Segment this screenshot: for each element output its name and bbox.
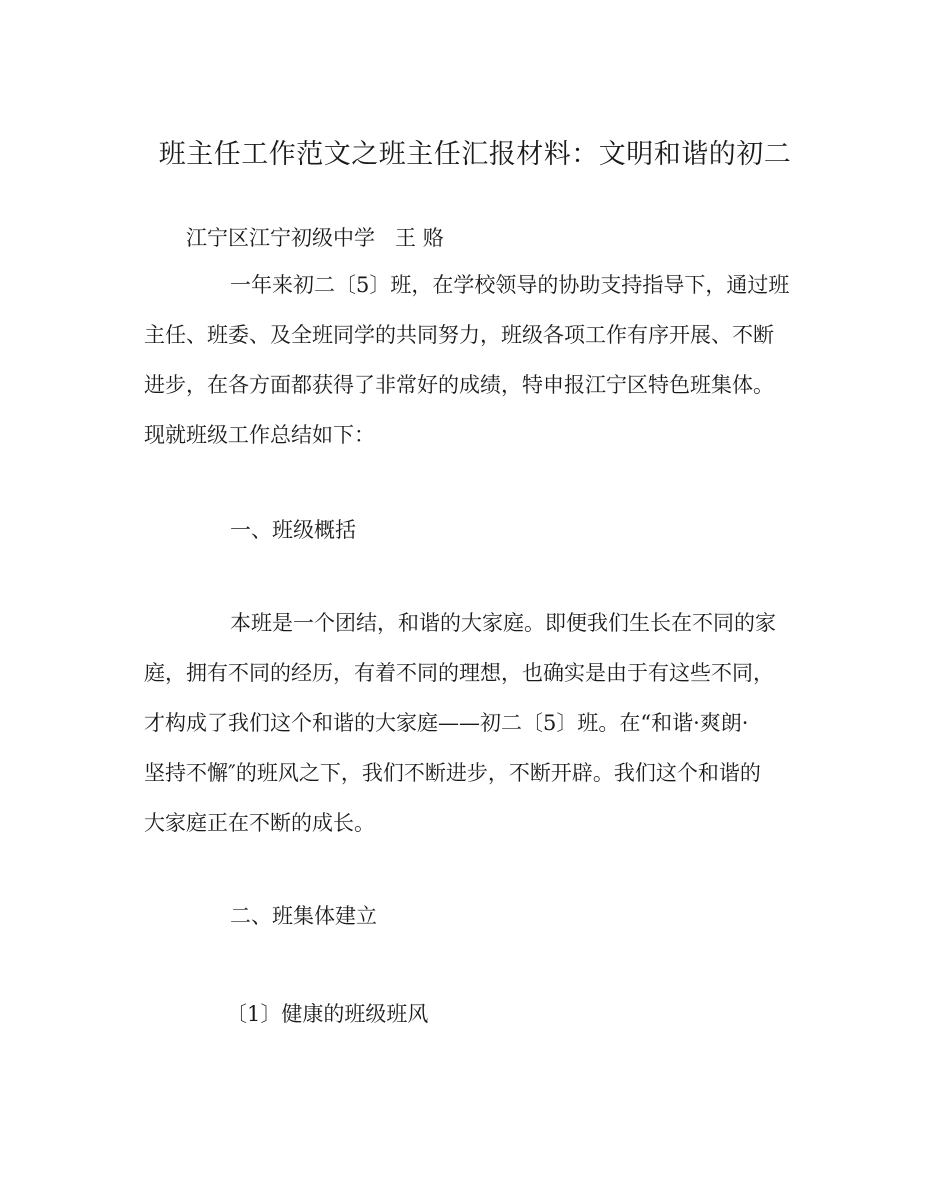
section-heading-building: 二、班集体建立 [230,904,377,928]
section-heading-overview: 一、班级概括 [230,518,356,542]
subsection-heading: 〔1〕健康的班级班风 [226,1002,429,1026]
paragraph-line: 坚持不懈″的班风之下，我们不断进步，不断开辟。我们这个和谐的 [144,761,761,785]
paragraph-line: 一年来初二〔5〕班，在学校领导的协助支持指导下，通过班 [230,273,790,297]
author-line: 江宁区江宁初级中学 王 赂 [186,226,444,250]
intro-paragraph [144,260,814,460]
paragraph-line: 本班是一个团结，和谐的大家庭。即便我们生长在不同的家 [230,611,776,635]
paragraph-line: 才构成了我们这个和谐的大家庭——初二〔5〕班。在“和谐·爽朗· [144,711,749,735]
paragraph-line: 现就班级工作总结如下： [144,423,375,447]
document-title: 班主任工作范文之班主任汇报材料：文明和谐的初二 [158,139,792,170]
paragraph-line: 进步，在各方面都获得了非常好的成绩，特申报江宁区特色班集体。 [144,373,774,397]
overview-paragraph [144,598,814,848]
paragraph-line: 庭，拥有不同的经历，有着不同的理想，也确实是由于有这些不同， [144,661,774,685]
paragraph-line: 大家庭正在不断的成长。 [144,811,375,835]
paragraph-line: 主任、班委、及全班同学的共同努力，班级各项工作有序开展、不断 [144,323,774,347]
